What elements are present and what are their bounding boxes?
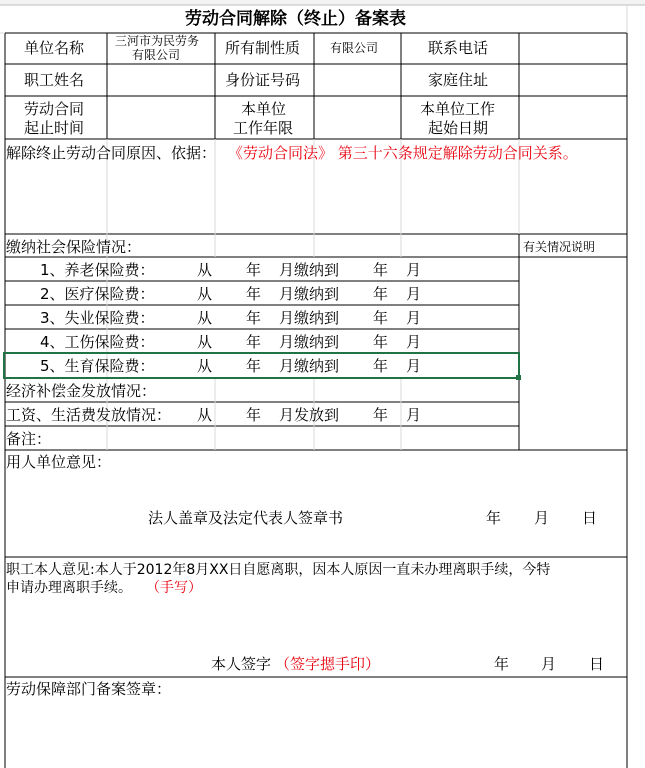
month-paid-label: 月缴纳到 (279, 357, 340, 375)
year-label: 年 (373, 261, 389, 279)
month-paid-label: 月缴纳到 (279, 333, 340, 351)
insurance-item-label: 1、养老保险费： (40, 261, 155, 279)
form-title: 劳动合同解除（终止）备案表 (185, 9, 406, 29)
labor-dept-label: 劳动保障部门备案签章： (6, 680, 172, 698)
work-years-label-line2: 工作年限 (233, 119, 294, 137)
month-label: 月 (406, 261, 422, 279)
employer-month-label: 月 (534, 509, 550, 527)
start-date-label-line2: 起始日期 (428, 119, 489, 137)
employee-opinion-line2[interactable]: 申请办理离职手续。 (6, 580, 132, 596)
handwrite-note: （手写） (146, 580, 202, 596)
phone-label: 联系电话 (428, 39, 489, 57)
from-label: 从 (197, 261, 213, 279)
signature-label: 本人签字 (211, 655, 272, 673)
reason-label: 解除终止劳动合同原因、依据： (6, 144, 217, 162)
insurance-item-label: 3、失业保险费： (40, 309, 155, 327)
insurance-item-label: 4、工伤保险费： (40, 333, 155, 351)
home-address-label: 家庭住址 (428, 71, 489, 89)
reason-text[interactable]: 《劳动合同法》 第三十六条规定解除劳动合同关系。 (228, 144, 578, 162)
from-label: 从 (197, 309, 213, 327)
employee-year-label: 年 (494, 655, 510, 673)
insurance-item-label: 2、医疗保险费： (40, 285, 155, 303)
employer-day-label: 日 (582, 509, 598, 527)
from-label: 从 (197, 357, 213, 375)
wages-label: 工资、生活费发放情况： (6, 406, 172, 424)
year-label: 年 (246, 309, 262, 327)
month-label: 月 (406, 309, 422, 327)
employee-month-label: 月 (541, 655, 557, 673)
month-paid-label: 月缴纳到 (279, 285, 340, 303)
insurance-note-header: 有关情况说明 (523, 240, 596, 254)
insurance-item-label: 5、生育保险费： (40, 357, 155, 375)
month-label: 月 (406, 333, 422, 351)
year-label: 年 (246, 285, 262, 303)
contract-period-label-line2: 起止时间 (24, 119, 85, 137)
month-paid-label: 月缴纳到 (279, 309, 340, 327)
from-label: 从 (197, 333, 213, 351)
year-label: 年 (373, 285, 389, 303)
wages-year-label: 年 (246, 406, 262, 424)
start-date-label-line1: 本单位工作 (420, 100, 496, 118)
remarks-label: 备注： (6, 430, 52, 448)
employee-opinion-line1[interactable]: 职工本人意见:本人于2012年8月XX日自愿离职，因本人原因一直未办理离职手续，今特 (6, 562, 551, 578)
year-label: 年 (246, 357, 262, 375)
year-label: 年 (246, 261, 262, 279)
ownership-value[interactable]: 有限公司 (330, 41, 379, 55)
contract-period-label-line1: 劳动合同 (24, 100, 85, 118)
unit-name-value-line1[interactable]: 三河市为民劳务 (115, 34, 200, 48)
year-label: 年 (246, 333, 262, 351)
employer-opinion-label: 用人单位意见： (6, 453, 112, 471)
employee-name-label: 职工姓名 (24, 71, 85, 89)
month-paid-label: 月缴纳到 (279, 261, 340, 279)
wages-from-label: 从 (197, 406, 213, 424)
employer-year-label: 年 (486, 509, 502, 527)
year-label: 年 (373, 309, 389, 327)
employee-day-label: 日 (589, 655, 605, 673)
compensation-label: 经济补偿金发放情况： (6, 382, 157, 400)
wages-year2-label: 年 (373, 406, 389, 424)
ownership-label: 所有制性质 (225, 39, 301, 57)
month-label: 月 (406, 285, 422, 303)
signature-note: （签字摁手印） (275, 655, 381, 673)
year-label: 年 (373, 333, 389, 351)
employer-sign-text: 法人盖章及法定代表人签章书 (148, 509, 344, 527)
insurance-label: 缴纳社会保险情况： (6, 238, 142, 256)
month-label: 月 (406, 357, 422, 375)
year-label: 年 (373, 357, 389, 375)
wages-month-paid-label: 月发放到 (279, 406, 340, 424)
unit-name-value-line2[interactable]: 有限公司 (132, 48, 181, 62)
unit-name-label: 单位名称 (24, 39, 85, 57)
id-number-label: 身份证号码 (225, 71, 301, 89)
from-label: 从 (197, 285, 213, 303)
wages-month2-label: 月 (406, 406, 422, 424)
work-years-label-line1: 本单位 (241, 100, 287, 118)
